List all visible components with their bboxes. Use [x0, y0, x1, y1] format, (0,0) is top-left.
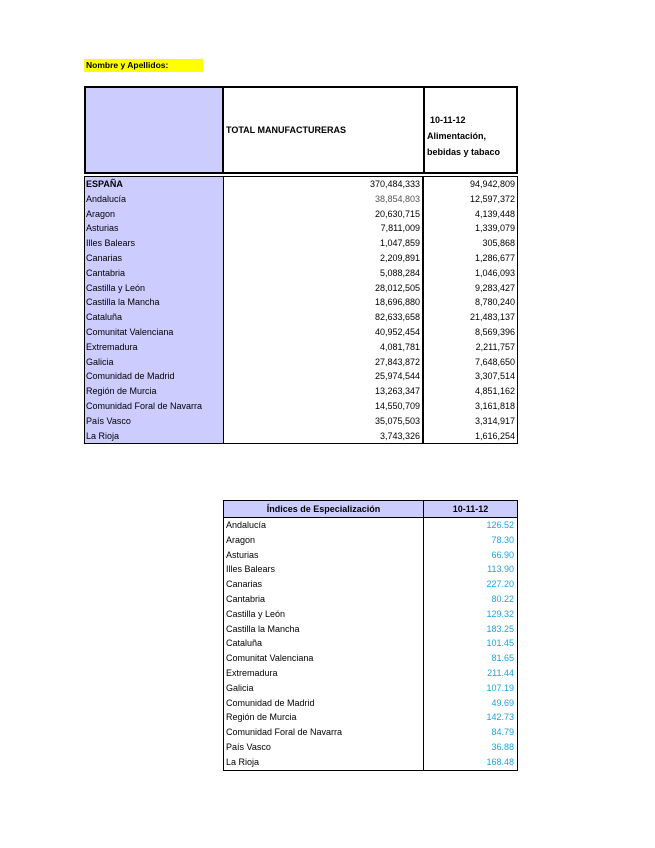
region-cell: La Rioja — [86, 430, 120, 441]
region-cell: Comunidad de Madrid — [86, 371, 175, 382]
total-cell: 1,047,859 — [379, 238, 420, 249]
total-column — [224, 177, 424, 443]
spec-value-column — [424, 518, 517, 770]
food-cell: 305,868 — [482, 238, 515, 249]
specialization-code: 10-11-12 — [452, 504, 489, 514]
spec-region-cell: Extremadura — [226, 667, 278, 678]
total-cell: 4,081,781 — [379, 341, 420, 352]
food-cell: 8,780,240 — [474, 297, 515, 308]
spec-region-cell: Galicia — [226, 682, 254, 693]
total-cell: 3,743,326 — [379, 430, 420, 441]
region-cell: Galicia — [86, 356, 114, 367]
total-cell: 35,075,503 — [374, 415, 420, 426]
total-cell: 20,630,715 — [374, 208, 420, 219]
total-cell: 13,263,347 — [374, 386, 420, 397]
sector-label: Alimentación, bebidas y tabaco — [427, 131, 501, 157]
spec-region-cell: Andalucía — [226, 520, 267, 530]
spec-value-cell: 211.44 — [487, 667, 514, 678]
food-cell: 1,616,254 — [474, 430, 515, 441]
food-cell: 12,597,372 — [469, 193, 515, 204]
region-cell: Asturias — [86, 223, 119, 234]
total-cell: 5,088,284 — [379, 267, 420, 278]
spec-value-cell: 126.52 — [486, 520, 514, 530]
spec-region-cell: Región de Murcia — [226, 712, 297, 723]
region-column — [85, 177, 224, 443]
total-cell: 18,696,880 — [374, 297, 420, 308]
food-cell: 4,851,162 — [474, 386, 515, 397]
region-cell: Comunitat Valenciana — [86, 326, 174, 337]
total-header: TOTAL MANUFACTURERAS — [224, 88, 425, 172]
spec-value-cell: 101.45 — [486, 638, 514, 649]
spec-value-cell: 107.19 — [486, 682, 514, 693]
region-cell: Castilla y León — [86, 282, 146, 293]
food-cell: 1,339,079 — [474, 223, 515, 234]
specialization-table — [223, 500, 518, 771]
region-cell: Canarias — [86, 252, 123, 263]
food-cell: 94,942,809 — [469, 179, 515, 189]
region-cell: Andalucía — [86, 193, 127, 204]
food-cell: 8,569,396 — [474, 326, 515, 337]
spec-value-cell: 113.90 — [487, 564, 514, 575]
spec-value-cell: 84.79 — [491, 727, 514, 738]
production-table-body — [84, 176, 518, 444]
spec-value-cell: 49.69 — [491, 697, 514, 708]
total-cell: 40,952,454 — [374, 326, 420, 337]
production-table-header — [84, 86, 518, 174]
spec-region-cell: Aragon — [226, 534, 256, 545]
spec-region-cell: Castilla y León — [226, 608, 286, 619]
spec-value-cell: 66.90 — [491, 549, 514, 560]
region-cell: País Vasco — [86, 415, 131, 426]
spec-region-cell: Illes Balears — [226, 564, 276, 575]
production-table — [84, 86, 518, 444]
food-cell: 21,483,137 — [469, 312, 515, 323]
spec-region-column — [224, 518, 424, 770]
region-cell: Castilla la Mancha — [86, 297, 160, 308]
region-cell: Extremadura — [86, 341, 138, 352]
region-cell: Comunidad Foral de Navarra — [86, 400, 203, 411]
total-cell: 27,843,872 — [374, 356, 420, 367]
spec-region-cell: Comunidad de Madrid — [226, 697, 315, 708]
total-cell: 7,811,009 — [380, 223, 420, 234]
food-cell: 3,161,818 — [474, 400, 515, 411]
spec-region-cell: Cantabria — [226, 593, 266, 604]
name-label: Nombre y Apellidos: — [84, 59, 203, 72]
specialization-table-body — [224, 518, 517, 770]
specialization-title: Índices de Especialización — [224, 501, 424, 517]
spec-value-cell: 168.48 — [486, 756, 514, 767]
food-column — [424, 177, 517, 443]
spec-region-cell: Comunitat Valenciana — [226, 653, 314, 664]
spec-value-cell: 36.88 — [491, 741, 514, 752]
region-cell: Región de Murcia — [86, 386, 157, 397]
food-cell: 2,211,757 — [475, 341, 515, 352]
spec-region-cell: La Rioja — [226, 756, 260, 767]
spec-value-cell: 183.25 — [486, 623, 514, 634]
spec-value-cell: 81.65 — [491, 653, 514, 664]
region-cell: Cantabria — [86, 267, 126, 278]
total-cell: 28,012,505 — [374, 282, 420, 293]
spec-region-cell: Canarias — [226, 579, 263, 590]
total-cell: 14,550,709 — [374, 400, 420, 411]
food-cell: 9,283,427 — [474, 282, 515, 293]
sector-code: 10-11-12 — [430, 115, 466, 125]
total-cell: 38,854,803 — [374, 193, 420, 204]
food-cell: 1,286,677 — [474, 252, 515, 263]
specialization-table-header — [224, 501, 517, 518]
spec-value-cell: 80.22 — [491, 593, 514, 604]
region-cell: Illes Balears — [86, 238, 136, 249]
spec-region-cell: Asturias — [226, 549, 259, 560]
food-cell: 3,314,917 — [474, 415, 515, 426]
spec-value-cell: 142.73 — [486, 712, 514, 723]
food-cell: 4,139,448 — [474, 208, 515, 219]
spec-region-cell: Cataluña — [226, 638, 263, 649]
region-cell: Cataluña — [86, 312, 123, 323]
spec-region-cell: País Vasco — [226, 741, 271, 752]
region-header-cell — [86, 88, 224, 172]
sector-header — [425, 88, 516, 172]
total-cell: 2,209,891 — [379, 252, 420, 263]
total-cell: 370,484,333 — [369, 179, 420, 189]
spec-region-cell: Comunidad Foral de Navarra — [226, 727, 343, 738]
total-cell: 25,974,544 — [374, 371, 420, 382]
region-cell: ESPAÑA — [86, 179, 123, 189]
spec-value-cell: 78.30 — [491, 534, 514, 545]
spec-value-cell: 129.32 — [486, 608, 514, 619]
food-cell: 3,307,514 — [474, 371, 515, 382]
food-cell: 7,648,650 — [474, 356, 515, 367]
spec-region-cell: Castilla la Mancha — [226, 623, 300, 634]
region-cell: Aragon — [86, 208, 116, 219]
food-cell: 1,046,093 — [474, 267, 515, 278]
spec-value-cell: 227.20 — [486, 579, 514, 590]
total-cell: 82,633,658 — [374, 312, 420, 323]
